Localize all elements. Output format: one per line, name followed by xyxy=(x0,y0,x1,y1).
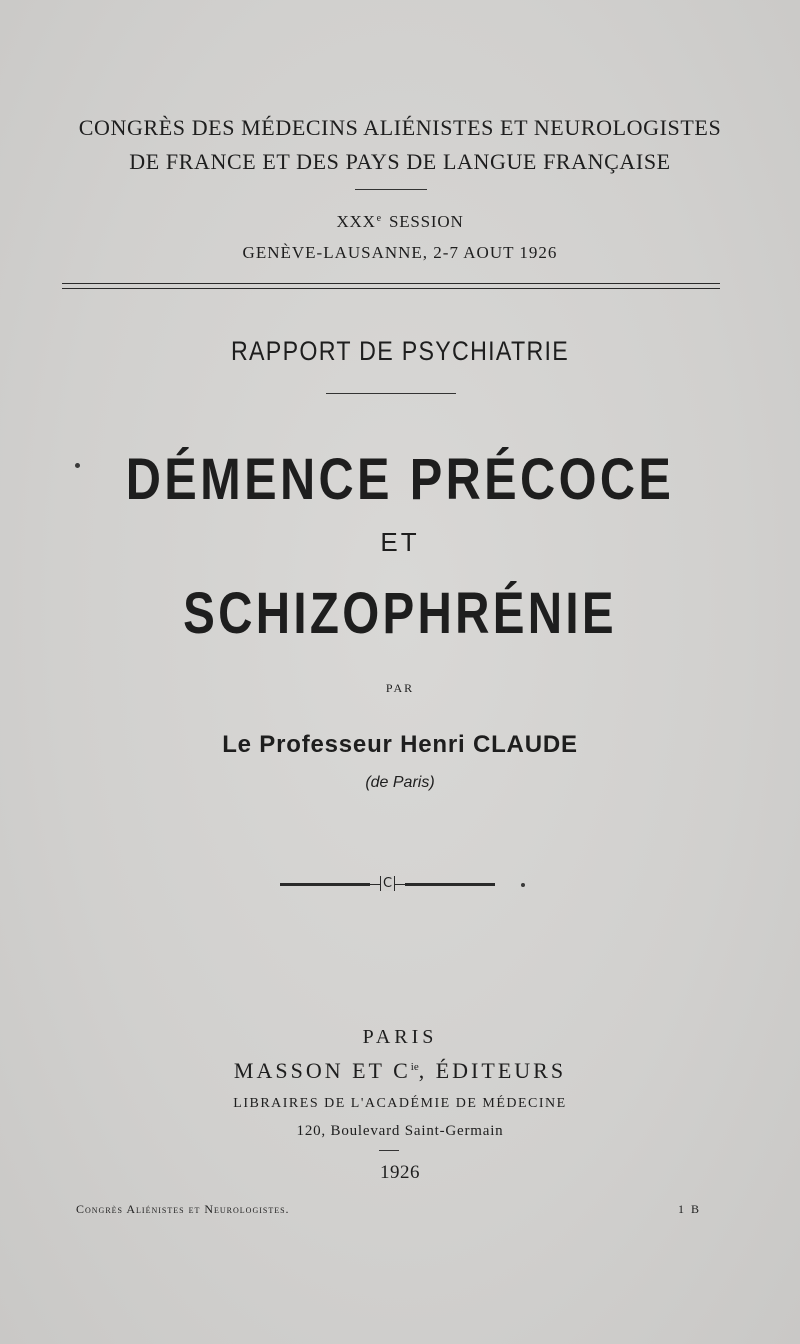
ornament-left-bar xyxy=(280,883,370,886)
session-suffix: e xyxy=(376,213,382,224)
session-label: SESSION xyxy=(388,212,464,231)
ink-speck xyxy=(75,463,80,468)
congress-title-line-2: DE FRANCE ET DES PAYS DE LANGUE FRANÇAISE xyxy=(129,149,671,174)
author-origin: (de Paris) xyxy=(365,774,435,791)
publisher-libraires: LIBRAIRES DE L'ACADÉMIE DE MÉDECINE xyxy=(233,1096,567,1111)
by-label: PAR xyxy=(385,681,415,695)
printer-ornament-icon xyxy=(280,875,495,893)
double-rule-divider xyxy=(62,283,720,289)
author-name: Le Professeur Henri CLAUDE xyxy=(222,731,578,758)
session-number xyxy=(0,213,800,230)
publisher-name-main: MASSON ET C xyxy=(233,1058,411,1083)
ornament-right-bar xyxy=(405,883,495,886)
report-heading: RAPPORT DE PSYCHIATRIE xyxy=(230,336,570,366)
footer-sheet-mark: 1 B xyxy=(678,1202,702,1216)
ornament-glyph: C xyxy=(380,876,395,891)
heading-divider xyxy=(326,393,456,394)
publisher-name-tail: , ÉDITEURS xyxy=(418,1058,567,1083)
short-divider xyxy=(355,189,427,190)
footer-signature: Congrès Aliénistes et Neurologistes. xyxy=(76,1202,290,1216)
congress-title-line-1: CONGRÈS DES MÉDECINS ALIÉNISTES ET NEUROLOGISTES xyxy=(78,115,722,140)
session-place-dates: GENÈVE-LAUSANNE, 2-7 AOUT 1926 xyxy=(242,243,558,262)
main-title-line-2: SCHIZOPHRÉNIE xyxy=(183,581,617,646)
year-divider xyxy=(379,1150,399,1151)
ornament-center xyxy=(370,875,405,893)
publisher-address: 120, Boulevard Saint-Germain xyxy=(296,1123,504,1139)
main-title-line-1: DÉMENCE PRÉCOCE xyxy=(125,447,675,512)
ink-speck xyxy=(521,883,525,887)
publisher-name xyxy=(0,1060,800,1082)
publication-year: 1926 xyxy=(380,1162,420,1183)
session-roman: XXX xyxy=(336,212,376,231)
main-title-conjunction: ET xyxy=(380,527,420,557)
publisher-city: PARIS xyxy=(362,1026,438,1048)
publisher-name-suffix: ie xyxy=(410,1061,419,1073)
